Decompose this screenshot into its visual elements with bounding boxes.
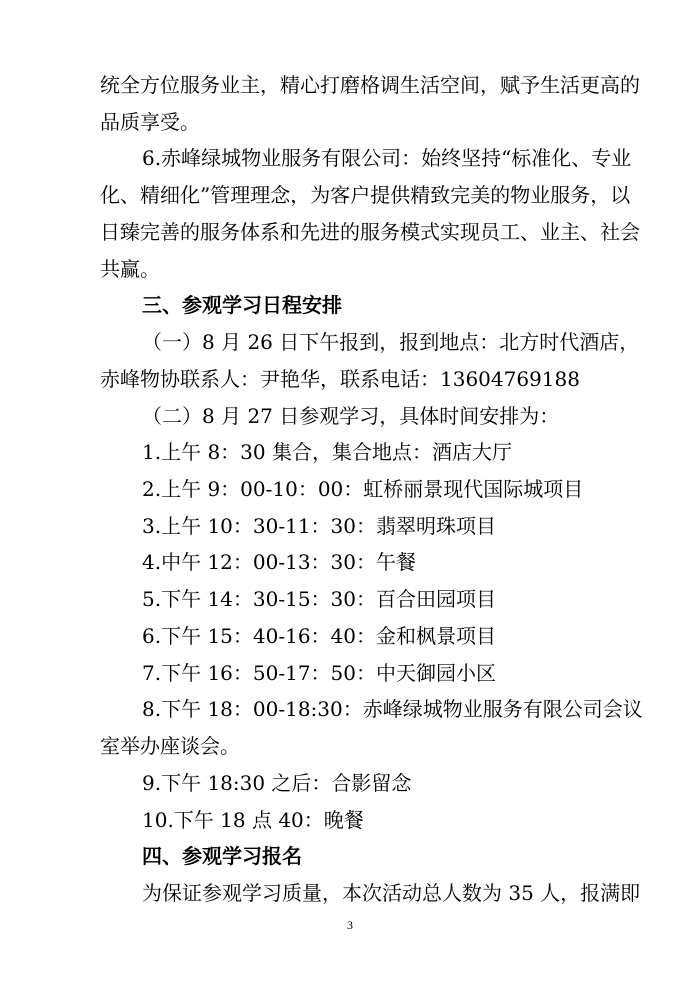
paragraph-line: 共赢。 [100, 257, 160, 281]
paragraph-line: 化、精细化”管理理念，为客户提供精致完美的物业服务，以 [100, 183, 631, 207]
paragraph-line: 为保证参观学习质量，本次活动总人数为 35 人，报满即 [142, 881, 641, 905]
schedule-item: 8.下午 18：00-18:30：赤峰绿城物业服务有限公司会议 [142, 697, 643, 721]
schedule-item: 1.上午 8：30 集合，集合地点：酒店大厅 [142, 440, 512, 464]
page-number: 3 [347, 918, 353, 932]
section-heading: 三、参观学习日程安排 [142, 293, 342, 317]
schedule-item: 9.下午 18:30 之后：合影留念 [142, 771, 412, 795]
schedule-item: 6.下午 15：40-16：40：金和枫景项目 [142, 624, 496, 648]
paragraph-line: 赤峰物协联系人：尹艳华，联系电话：13604769188 [100, 367, 580, 391]
paragraph-line: 统全方位服务业主，精心打磨格调生活空间，赋予生活更高的 [100, 73, 640, 97]
section-heading: 四、参观学习报名 [142, 844, 302, 868]
paragraph-line: 6.赤峰绿城物业服务有限公司：始终坚持“标准化、专业 [142, 146, 632, 170]
schedule-item: 2.上午 9：00-10：00：虹桥丽景现代国际城项目 [142, 477, 584, 501]
paragraph-line: 日臻完善的服务体系和先进的服务模式实现员工、业主、社会 [100, 220, 640, 244]
schedule-item: 3.上午 10：30-11：30：翡翠明珠项目 [142, 514, 496, 538]
schedule-item: 7.下午 16：50-17：50：中天御园小区 [142, 661, 496, 685]
schedule-item: 4.中午 12：00-13：30：午餐 [142, 550, 416, 574]
paragraph-line: （一）8 月 26 日下午报到，报到地点：北方时代酒店， [142, 330, 640, 354]
paragraph-line: （二）8 月 27 日参观学习，具体时间安排为： [142, 404, 560, 428]
schedule-item-continuation: 室举办座谈会。 [100, 734, 240, 758]
schedule-item: 10.下午 18 点 40：晚餐 [142, 808, 364, 832]
schedule-item: 5.下午 14：30-15：30：百合田园项目 [142, 587, 496, 611]
paragraph-line: 品质享受。 [100, 110, 200, 134]
